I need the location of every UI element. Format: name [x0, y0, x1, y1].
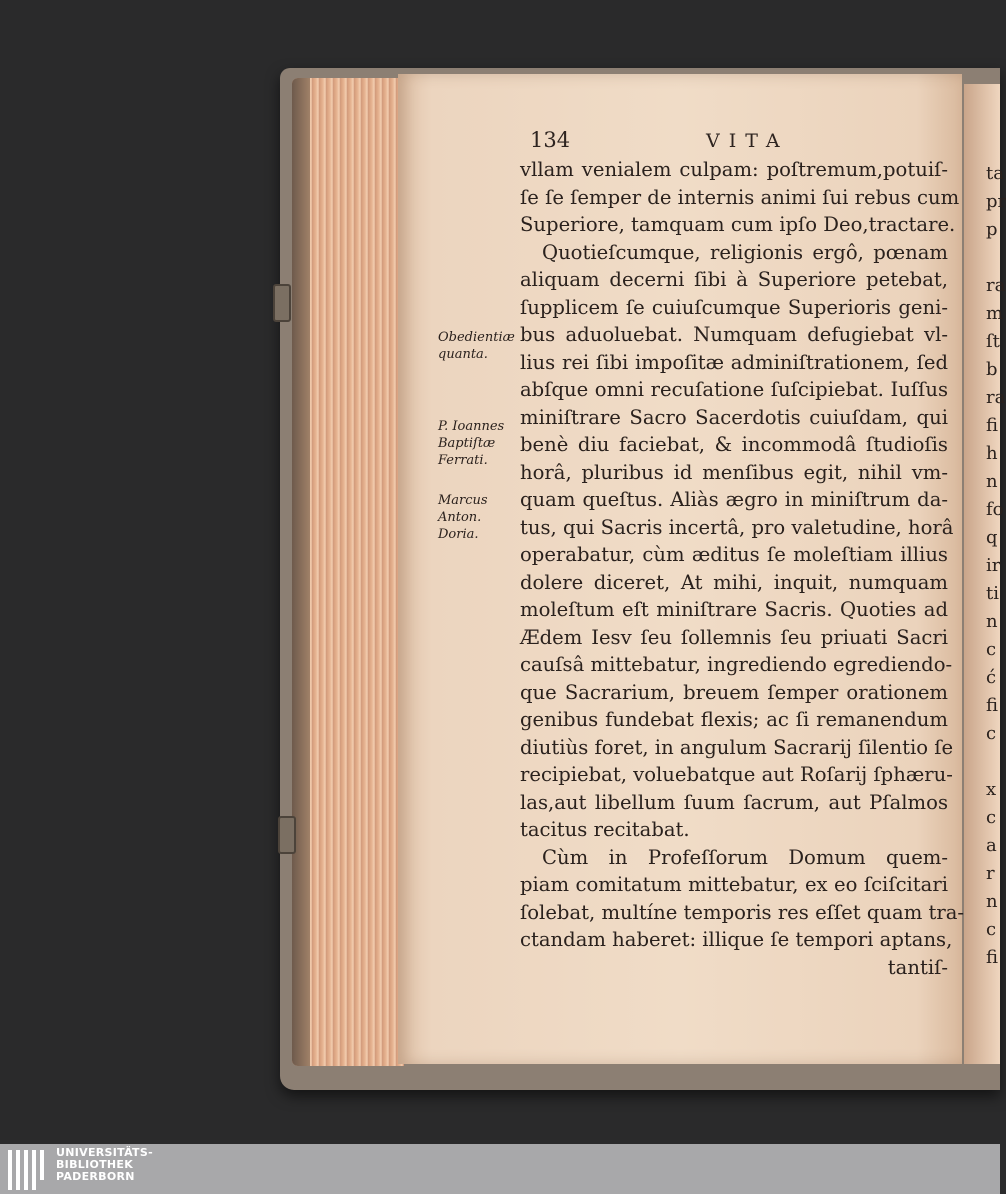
facing-fragment: ra	[986, 387, 1006, 408]
marginal-note-line: Doria.	[438, 527, 479, 542]
marginal-note-line: Anton.	[438, 510, 482, 525]
marginal-note-line: Marcus	[438, 493, 488, 508]
facing-fragment	[986, 748, 1000, 776]
library-name-line: BIBLIOTHEK	[56, 1158, 134, 1171]
facing-fragment: n	[986, 471, 998, 492]
marginal-note	[438, 329, 515, 363]
facing-fragment: c	[986, 919, 997, 940]
facing-fragment: n	[986, 891, 998, 912]
text-line: diutiùs foret, in angulum Sacrarij ſilentio ſe	[520, 735, 954, 759]
text-line: bus aduoluebat. Numquam defugiebat vl-	[520, 323, 948, 346]
text-line: ſolebat, multíne temporis res eſſet quam tra-	[520, 900, 965, 924]
text-line: horâ, pluribus id menſibus egit, nihil vm-	[520, 460, 948, 484]
facing-fragment: m	[986, 303, 1004, 324]
facing-fragment: fi	[986, 947, 999, 968]
library-name-line: PADERBORN	[56, 1170, 135, 1183]
facing-fragment: c	[986, 723, 997, 744]
facing-fragment: ſt	[986, 331, 1000, 352]
text-line: Ædem Iesv ſeu ſollemnis ſeu priuati Sacri	[520, 625, 948, 649]
upper-clasp	[273, 284, 291, 322]
text-line: moleſtum eſt miniſtrare Sacris. Quoties ad	[520, 598, 948, 621]
catchword: tantiſ-	[887, 955, 948, 979]
facing-fragment: pr	[986, 191, 1006, 212]
text-line: las,aut libellum ſuum ſacrum, aut Pſalmos	[520, 790, 948, 814]
text-line: operabatur, cùm æditus ſe moleſtiam illius	[520, 543, 948, 566]
library-logo-icon	[8, 1150, 48, 1190]
text-line: abſque omni recuſatione ſuſcipiebat. Iuſſus	[520, 378, 948, 401]
text-line: Cùm in Profeſſorum Domum quem-	[542, 845, 948, 869]
text-line: piam comitatum mittebatur, ex eo ſciſcitari	[520, 873, 948, 896]
marginal-note-line: Obedientiæ	[438, 330, 515, 345]
facing-page-text	[986, 160, 1006, 972]
text-line: Quotieſcumque, religionis ergô, pœnam	[542, 240, 948, 264]
facing-fragment: fi	[986, 415, 999, 436]
text-line: cauſsâ mittebatur, ingrediendo egrediendo-	[520, 653, 953, 676]
facing-fragment: n	[986, 611, 998, 632]
lower-clasp	[278, 816, 296, 854]
marginal-note	[438, 492, 488, 543]
text-line: benè diu faciebat, & incommodâ ſtudioſis	[520, 433, 948, 456]
marginal-note-line: quanta.	[438, 347, 488, 362]
facing-fragment: c	[986, 639, 997, 660]
facing-fragment: h	[986, 443, 998, 464]
facing-fragment: x	[986, 779, 997, 800]
text-line: aliquam decerni ſibi à Superiore petebat,	[520, 268, 948, 291]
text-line: dolere diceret, At mihi, inquit, numquam	[520, 570, 948, 594]
marginal-note-line: Ferrati.	[438, 453, 488, 468]
text-line: recipiebat, voluebatque aut Roſarij ſphæru-	[520, 763, 953, 786]
facing-fragment: ta	[986, 163, 1004, 184]
text-line: genibus fundebat flexis; ac ſi remanendum	[520, 708, 948, 731]
marginal-note-line: P. Ioannes	[438, 419, 505, 434]
library-name[interactable]	[56, 1147, 153, 1183]
marginal-note-line: Baptiſtæ	[438, 436, 496, 451]
facing-fragment: ra	[986, 275, 1006, 296]
facing-fragment: r	[986, 863, 995, 884]
marginal-note	[438, 418, 504, 469]
text-line: tus, qui Sacris incertâ, pro valetudine, horâ	[520, 515, 954, 539]
facing-fragment: ir	[986, 555, 1001, 576]
text-line: Superiore, tamquam cum ipſo Deo,tractare.	[520, 213, 956, 236]
facing-fragment: a	[986, 835, 997, 856]
text-line: tacitus recitabat.	[520, 818, 690, 841]
facing-fragment: fo	[986, 499, 1004, 520]
text-line: ctandam haberet: illique ſe tempori aptans,	[520, 928, 953, 951]
text-line: ſe ſe ſemper de internis animi ſui rebus cum	[520, 185, 960, 209]
facing-fragment: q	[986, 527, 998, 548]
page-body	[520, 156, 965, 981]
text-line: ſupplicem ſe cuiuſcumque Superioris geni-	[520, 295, 948, 319]
library-name-line: UNIVERSITÄTS-	[56, 1146, 153, 1159]
text-line: quam queſtus. Aliàs ægro in miniſtrum da-	[520, 488, 948, 511]
facing-fragment: p	[986, 219, 998, 240]
page-header	[530, 128, 950, 154]
facing-fragment: ć	[986, 667, 997, 688]
text-line: que Sacrarium, breuem ſemper orationem	[520, 680, 948, 704]
page-number: 134	[530, 128, 571, 152]
text-line: miniſtrare Sacro Sacerdotis cuiuſdam, qui	[520, 405, 948, 429]
facing-fragment: fi	[986, 695, 999, 716]
facing-fragment: ti	[986, 583, 999, 604]
text-line: vllam venialem culpam: poſtremum,potuiſ-	[520, 158, 948, 181]
spine-shadow	[292, 78, 310, 1066]
running-head: VITA	[706, 130, 789, 152]
text-line: lius rei ſibi impoſitæ adminiſtrationem, ſed	[520, 350, 948, 374]
facing-fragment	[986, 244, 1000, 272]
facing-fragment: c	[986, 807, 997, 828]
facing-fragment: b	[986, 359, 998, 380]
